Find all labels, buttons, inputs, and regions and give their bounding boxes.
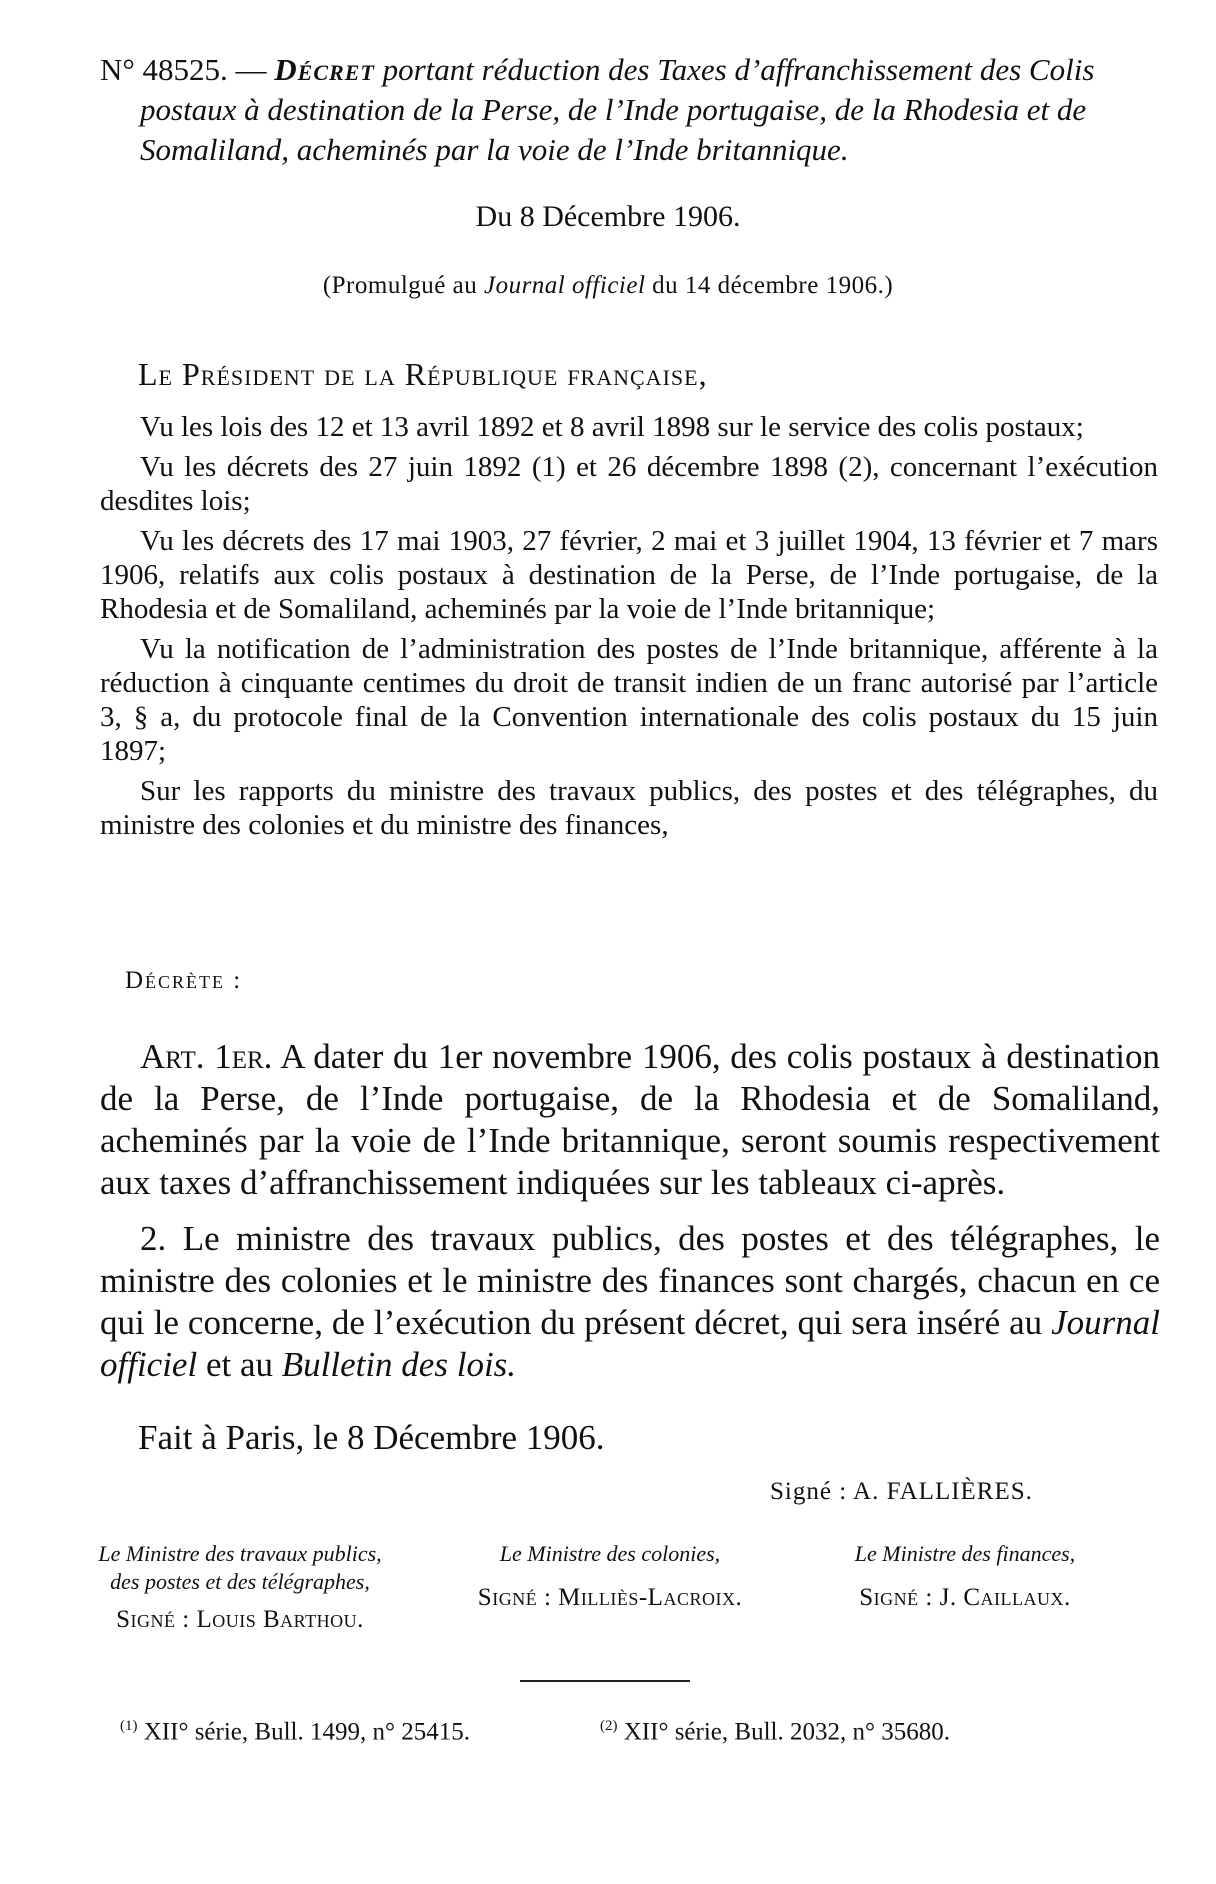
decree-header (100, 50, 1160, 170)
president-signature: Signé : A. FALLIÈRES. (770, 1478, 1033, 1505)
considerant-2: Vu les décrets des 27 juin 1892 (1) et 26 décembre 1898 (2), concernant l’exécution desdites lois; (100, 451, 1158, 517)
decrete-heading: Décrète : (125, 967, 243, 994)
decree-number: N° 48525. (100, 52, 228, 87)
header-line-1 (100, 50, 1160, 90)
minister-role-line-1: Le Ministre des travaux publics, (98, 1541, 382, 1566)
footnote-1 (120, 1718, 470, 1746)
minister-role-line-1: Le Ministre des colonies, (499, 1541, 721, 1566)
president-heading: Le Président de la République française, (138, 356, 708, 392)
article-1 (100, 1036, 1160, 1204)
decree-title-line-2: postaux à destination de la Perse, de l’Inde portugaise, de la Rhodesia et de (140, 92, 1087, 127)
article-2 (100, 1218, 1160, 1386)
article-2-text: Le ministre des travaux publics, des postes et des télégraphes, le ministre des colonies et le ministre des finances sont chargés, chacun en ce qui le concerne, de l’exécution du présent décret, qui sera inséré au (100, 1219, 1160, 1342)
decree-title-line-3: Somaliland, acheminés par la voie de l’Inde britannique. (140, 132, 849, 167)
minister-role-line-1: Le Ministre des finances, (854, 1541, 1076, 1566)
considerant-5: Sur les rapports du ministre des travaux publics, des postes et des télégraphes, du ministre des colonies et du ministre des finances, (100, 775, 1158, 841)
minister-travaux-publics (60, 1540, 420, 1634)
fait-a-paris: Fait à Paris, le 8 Décembre 1906. (138, 1418, 605, 1457)
article-2-label: 2. (140, 1219, 167, 1258)
decree-label: Décret (274, 52, 375, 87)
footnote-2-marker: (2) (600, 1718, 618, 1734)
articles (100, 1036, 1160, 1400)
article-2-bulletin: Bulletin des lois. (281, 1345, 517, 1384)
article-1-text: A dater du 1er novembre 1906, des colis postaux à destination de la Perse, de l’Inde portugaise, de la Rhodesia et de Somaliland, acheminés par la voie de l’Inde britannique, seront soumis respectivement aux taxes d’affranchissement indiquées sur les tableaux ci-après. (100, 1037, 1160, 1202)
minister-signature: Signé : Milliès-Lacroix. (477, 1584, 743, 1611)
footnote-1-text: XII° série, Bull. 1499, n° 25415. (143, 1718, 470, 1746)
considerants (100, 410, 1158, 848)
footnote-2 (600, 1718, 950, 1746)
promulgation-prefix: (Promulgué au (322, 272, 478, 299)
article-2-middle: et au (205, 1345, 273, 1384)
footnote-1-marker: (1) (120, 1718, 138, 1734)
considerant-4: Vu la notification de l’administration des postes de l’Inde britannique, afférente à la réduction à cinquante centimes du droit de transit indien de un franc autorisé par l’article 3, § a, du protocole final de la Convention internationale des colis postaux du 15 juin 1897; (100, 633, 1158, 767)
minister-role-line-2: des postes et des télégraphes, (110, 1569, 370, 1594)
decree-title-line-1: portant réduction des Taxes d’affranchissement des Colis (382, 52, 1095, 87)
footnote-divider (520, 1680, 690, 1682)
minister-colonies (440, 1540, 780, 1612)
considerant-3: Vu les décrets des 17 mai 1903, 27 février, 2 mai et 3 juillet 1904, 13 février et 7 mars 1906, relatifs aux colis postaux à destination de la Perse, de l’Inde portugaise, de la Rhodesia et de Somaliland, acheminés par la voie de l’Inde britannique; (100, 525, 1158, 625)
minister-signature: Signé : J. Caillaux. (859, 1584, 1071, 1611)
promulgation-journal: Journal officiel (483, 272, 646, 299)
promulgation-suffix: du 14 décembre 1906.) (652, 272, 894, 299)
decree-date: Du 8 Décembre 1906. (475, 200, 741, 233)
promulgation-note (0, 272, 1216, 300)
considerant-1: Vu les lois des 12 et 13 avril 1892 et 8 avril 1898 sur le service des colis postaux; (140, 411, 1084, 443)
header-dash: — (235, 52, 267, 87)
article-1-label: Art. 1er. (140, 1037, 273, 1076)
minister-signature: Signé : Louis Barthou. (116, 1606, 364, 1633)
footnote-2-text: XII° série, Bull. 2032, n° 35680. (623, 1718, 950, 1746)
article-2-journal: Journal officiel (100, 1303, 1160, 1384)
minister-finances (800, 1540, 1130, 1612)
